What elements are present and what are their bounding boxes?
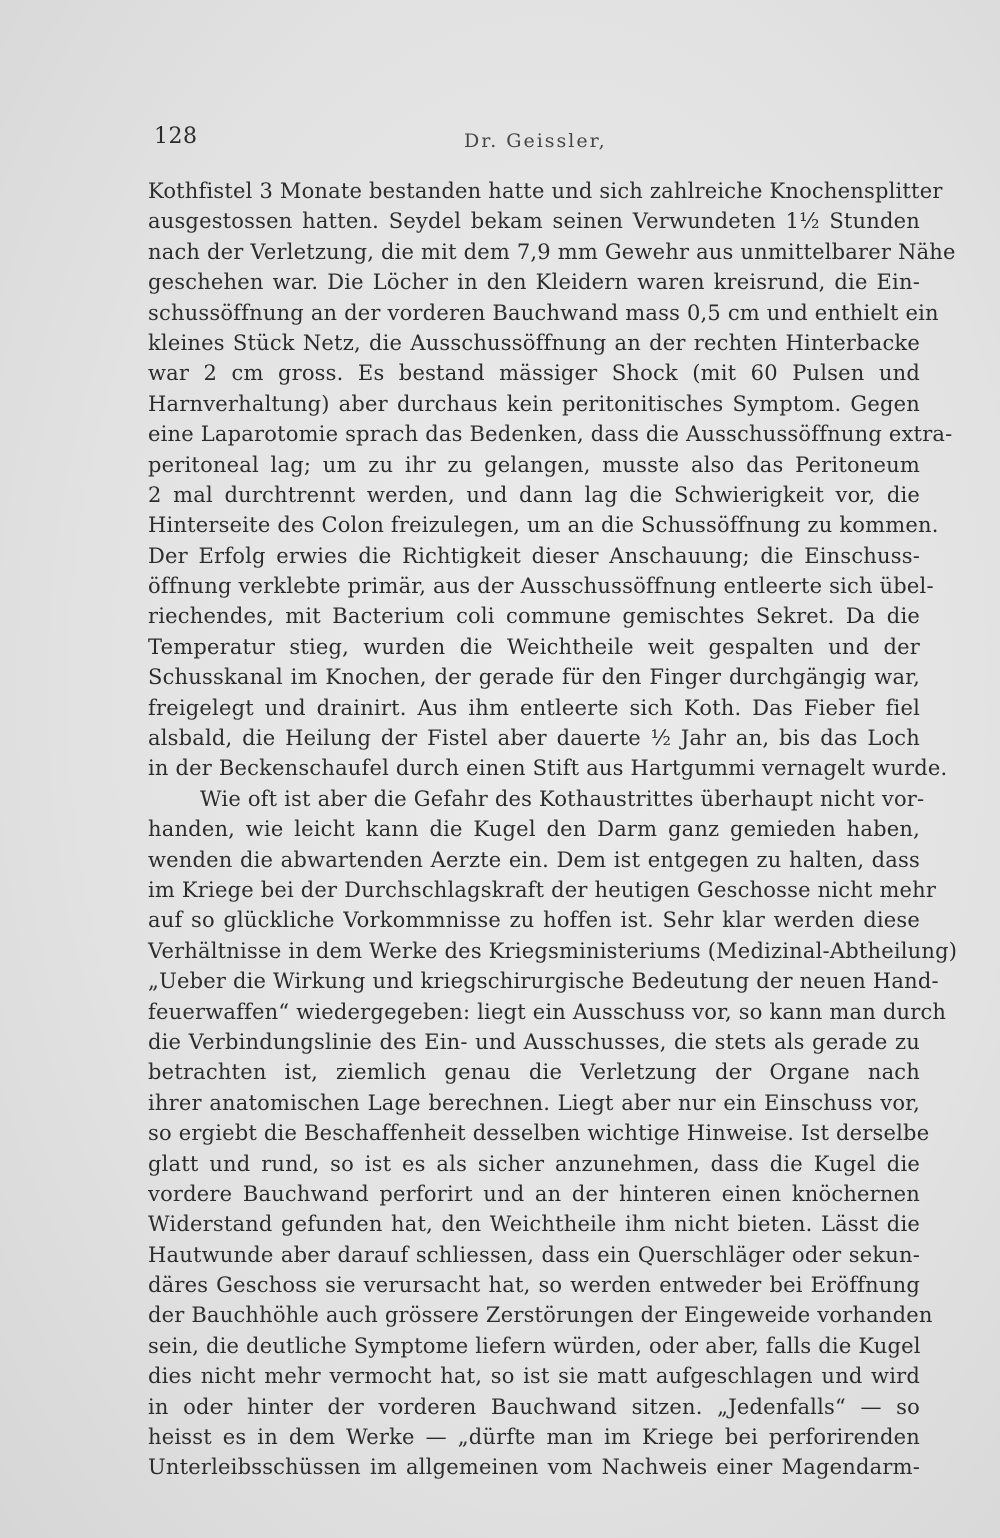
text-line: dies nicht mehr vermocht hat, so ist sie matt aufgeschlagen und wird [148,1364,920,1389]
text-line: ausgestossen hatten. Seydel bekam seinen Verwundeten 1½ Stunden [148,209,920,234]
text-line: feuerwaffen“ wiedergegeben: liegt ein Ausschuss vor, so kann man durch [148,999,947,1024]
text-line: Hinterseite des Colon freizulegen, um an die Schussöffnung zu kommen. [148,513,939,538]
page-number: 128 [154,124,198,149]
text-line: handen, wie leicht kann die Kugel den Darm ganz gemieden haben, [148,817,920,842]
text-line: schussöffnung an der vorderen Bauchwand mass 0,5 cm und enthielt ein [148,300,939,325]
text-line: so ergiebt die Beschaffenheit desselben wichtige Hinweise. Ist derselbe [148,1121,930,1146]
text-line: auf so glückliche Vorkommnisse zu hoffen ist. Sehr klar werden diese [148,908,920,933]
text-line: in der Beckenschaufel durch einen Stift aus Hartgummi vernagelt wurde. [148,756,948,781]
text-line: sein, die deutliche Symptome liefern würden, oder aber, falls die Kugel [148,1333,921,1358]
text-line: däres Geschoss sie verursacht hat, so werden entweder bei Eröffnung [148,1273,920,1298]
text-line: vordere Bauchwand perforirt und an der hinteren einen knöchernen [148,1181,920,1206]
text-line: geschehen war. Die Löcher in den Kleidern waren kreisrund, die Ein- [148,270,920,295]
text-line: Wie oft ist aber die Gefahr des Kothaustrittes überhaupt nicht vor- [200,786,925,811]
text-line: im Kriege bei der Durchschlagskraft der heutigen Geschosse nicht mehr [148,877,937,902]
text-line: die Verbindungslinie des Ein- und Ausschusses, die stets als gerade zu [148,1029,920,1054]
text-line: Temperatur stieg, wurden die Weichtheile weit gespalten und der [148,634,920,659]
text-line: Verhältnisse in dem Werke des Kriegsministeriums (Medizinal-Abtheilung) [148,938,958,963]
text-line: glatt und rund, so ist es als sicher anzunehmen, dass die Kugel die [148,1151,920,1176]
text-line: ihrer anatomischen Lage berechnen. Liegt aber nur ein Einschuss vor, [148,1090,920,1115]
text-line: alsbald, die Heilung der Fistel aber dauerte ½ Jahr an, bis das Loch [148,726,920,751]
text-line: 2 mal durchtrennt werden, und dann lag die Schwierigkeit vor, die [148,482,920,507]
text-line: Hautwunde aber darauf schliessen, dass ein Querschläger oder sekun- [148,1242,920,1267]
page-header [150,124,920,160]
text-line: heisst es in dem Werke — „dürfte man im Kriege bei perforirenden [148,1425,920,1450]
text-line: „Ueber die Wirkung und kriegschirurgische Bedeutung der neuen Hand- [148,969,939,994]
text-line: Kothfistel 3 Monate bestanden hatte und sich zahlreiche Knochensplitter [148,179,943,203]
text-line: eine Laparotomie sprach das Bedenken, dass die Ausschussöffnung extra- [148,422,953,447]
text-line: betrachten ist, ziemlich genau die Verletzung der Organe nach [148,1060,920,1085]
text-line: Schusskanal im Knochen, der gerade für den Finger durchgängig war, [148,665,920,690]
text-line: Unterleibsschüssen im allgemeinen vom Nachweis einer Magendarm- [148,1455,920,1480]
text-line: riechendes, mit Bacterium coli commune gemischtes Sekret. Da die [148,604,920,629]
text-line: freigelegt und drainirt. Aus ihm entleerte sich Koth. Das Fieber fiel [148,695,920,720]
text-line: kleines Stück Netz, die Ausschussöffnung an der rechten Hinterbacke [148,330,920,355]
running-head: Dr. Geissler, [464,130,607,152]
body-text [148,176,958,1483]
text-line: in oder hinter der vorderen Bauchwand sitzen. „Jedenfalls“ — so [148,1394,920,1419]
text-line: Der Erfolg erwies die Richtigkeit dieser Anschauung; die Einschuss- [148,543,920,568]
text-line: peritoneal lag; um zu ihr zu gelangen, musste also das Peritoneum [148,452,920,477]
text-line: nach der Verletzung, die mit dem 7,9 mm Gewehr aus unmittelbarer Nähe [148,239,956,264]
text-line: der Bauchhöhle auch grössere Zerstörungen der Eingeweide vorhanden [148,1303,933,1328]
text-line: wenden die abwartenden Aerzte ein. Dem ist entgegen zu halten, dass [148,847,920,872]
text-line: Widerstand gefunden hat, den Weichtheile ihm nicht bieten. Lässt die [148,1212,920,1237]
text-line: war 2 cm gross. Es bestand mässiger Shock (mit 60 Pulsen und [148,361,920,386]
text-line: Harnverhaltung) aber durchaus kein peritonitisches Symptom. Gegen [148,391,920,416]
text-line: öffnung verklebte primär, aus der Ausschussöffnung entleerte sich übel- [148,574,934,599]
